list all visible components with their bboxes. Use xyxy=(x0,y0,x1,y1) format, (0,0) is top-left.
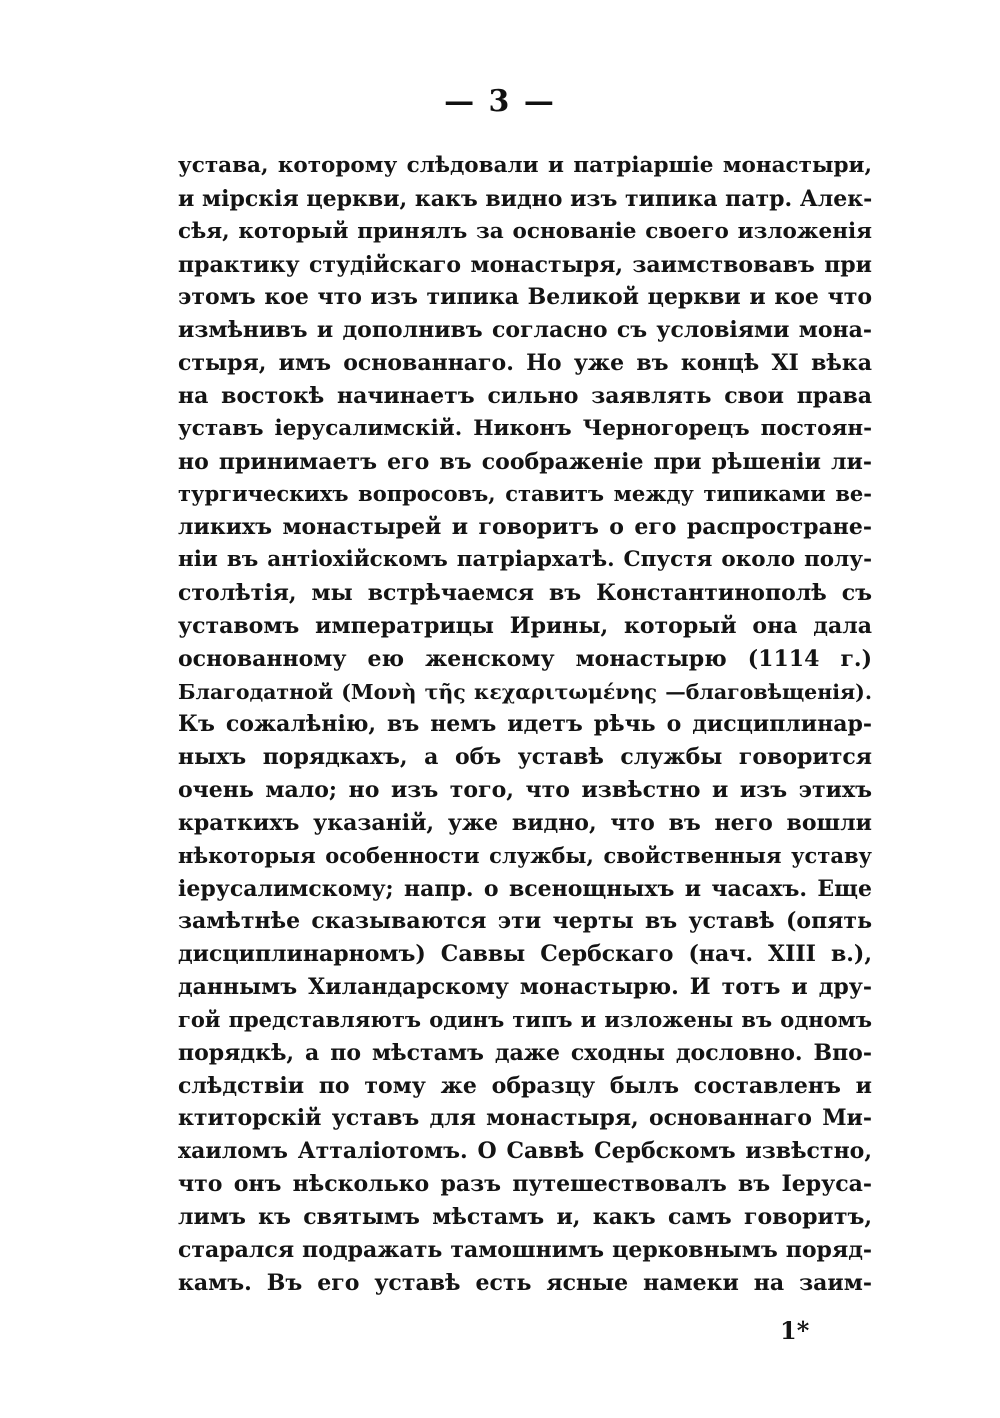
text-line-9: уставъ іерусалимскій. Никонъ Черногорецъ постоян- xyxy=(178,415,872,441)
text-line-35: камъ. Въ его уставѣ есть ясные намеки на заим- xyxy=(178,1269,872,1296)
text-line-16: основанному ею женскому монастырю (1114 г.) xyxy=(178,645,872,672)
text-line-29: слѣдствіи по тому же образцу былъ составленъ и xyxy=(178,1072,872,1099)
text-line-34: старался подражать тамошнимъ церковнымъ поряд- xyxy=(178,1236,872,1263)
text-line-20: очень мало; но изъ того, что извѣстно и изъ этихъ xyxy=(178,777,872,804)
text-line-1: устава, которому слѣдовали и патріаршіе монастыри, xyxy=(178,153,872,178)
text-line-30: ктиторскій уставъ для монастыря, основаннаго Ми- xyxy=(178,1105,872,1132)
text-line-26: даннымъ Хиландарскому монастырю. И тотъ и дру- xyxy=(178,974,872,1001)
text-line-33: лимъ къ святымъ мѣстамъ и, какъ самъ говоритъ, xyxy=(178,1204,872,1230)
body-text xyxy=(178,150,872,1300)
signature-mark: 1* xyxy=(780,1316,810,1345)
text-line-18: Къ сожалѣнію, въ немъ идетъ рѣчь о дисциплинар- xyxy=(178,711,872,738)
text-line-7: стыря, имъ основаннаго. Но уже въ концѣ XI вѣка xyxy=(178,350,872,377)
text-line-5: этомъ кое что изъ типика Великой церкви и кое что xyxy=(178,284,872,311)
text-line-15: уставомъ императрицы Ирины, который она дала xyxy=(178,612,872,639)
text-line-25: дисциплинарномъ) Саввы Сербскаго (нач. XIII в.), xyxy=(178,941,872,968)
text-line-23: іерусалимскому; напр. о всенощныхъ и часахъ. Еще xyxy=(178,875,872,902)
text-line-6: измѣнивъ и дополнивъ согласно съ условіями мона- xyxy=(178,317,872,344)
text-line-17: Благодатной (Μονὴ τῆς κεχαριτωμένης —благовѣщенія). xyxy=(178,679,872,704)
text-line-2: и мірскія церкви, какъ видно изъ типика патр. Алек- xyxy=(178,185,872,212)
text-line-22: нѣкоторыя особенности службы, свойственныя уставу xyxy=(178,842,872,868)
text-line-3: сѣя, который принялъ за основаніе своего изложенія xyxy=(178,218,872,244)
text-line-32: что онъ нѣсколько разъ путешествовалъ въ Іеруса- xyxy=(178,1171,872,1198)
text-line-19: ныхъ порядкахъ, а объ уставѣ службы говорится xyxy=(178,744,872,771)
page-number-header: — 3 — xyxy=(444,84,556,119)
text-line-21: краткихъ указаній, уже видно, что въ него вошли xyxy=(178,809,872,836)
text-line-11: тургическихъ вопросовъ, ставитъ между типиками ве- xyxy=(178,481,872,507)
text-line-13: ніи въ антіохійскомъ патріархатѣ. Спустя около полу- xyxy=(178,547,872,573)
text-line-24: замѣтнѣе сказываются эти черты въ уставѣ (опять xyxy=(178,908,872,935)
text-line-12: ликихъ монастырей и говоритъ о его распростране- xyxy=(178,514,872,541)
text-line-8: на востокѣ начинаетъ сильно заявлять свои права xyxy=(178,382,872,409)
text-line-10: но принимаетъ его въ соображеніе при рѣшеніи ли- xyxy=(178,448,872,475)
text-line-14: столѣтія, мы встрѣчаемся въ Константинополѣ съ xyxy=(178,579,872,606)
text-line-4: практику студійскаго монастыря, заимствовавъ при xyxy=(178,251,872,278)
text-line-28: порядкѣ, а по мѣстамъ даже сходны дословно. Впо- xyxy=(178,1039,872,1066)
text-line-31: хаиломъ Атталіотомъ. О Саввѣ Сербскомъ извѣстно, xyxy=(178,1138,872,1165)
text-line-27: гой представляютъ одинъ типъ и изложены въ одномъ xyxy=(178,1006,872,1032)
